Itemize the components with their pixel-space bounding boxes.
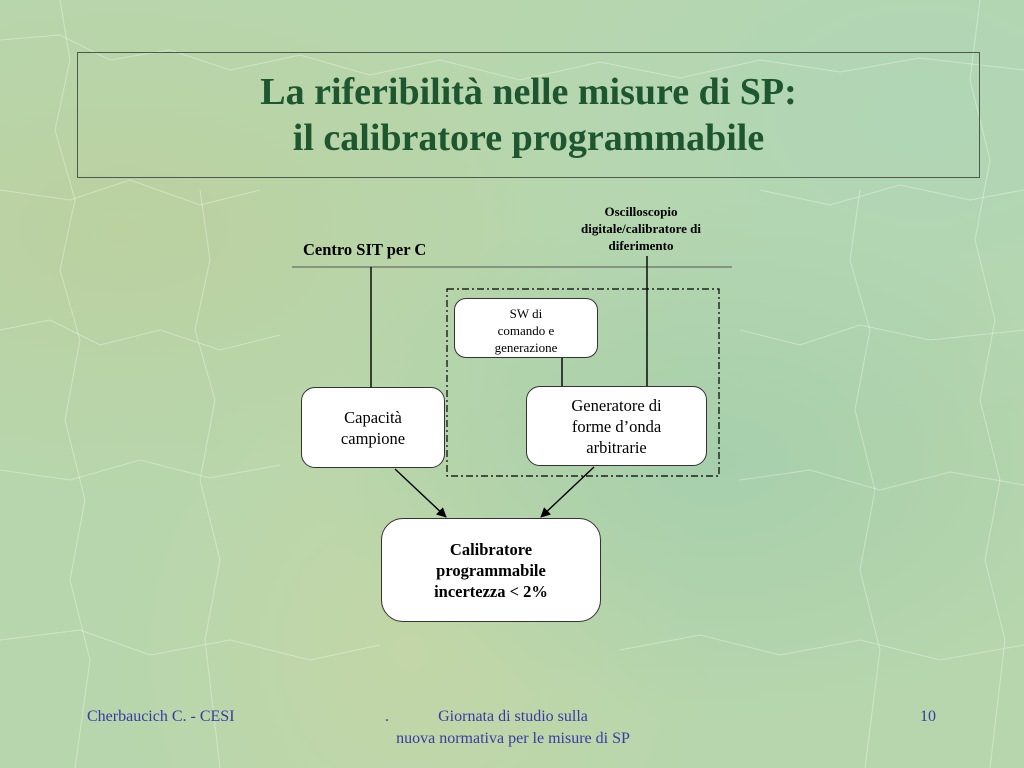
title-line-1: La riferibilità nelle misure di SP: bbox=[260, 71, 797, 113]
generatore-node-line: arbitrarie bbox=[586, 437, 647, 457]
calibratore-node-line: incertezza < 2% bbox=[434, 581, 548, 601]
oscilloscope-label-line: Oscilloscopio bbox=[604, 204, 678, 219]
sw-node bbox=[454, 298, 598, 358]
calibratore-node-line: programmabile bbox=[436, 560, 546, 580]
capacita-node-line: Capacità bbox=[344, 407, 402, 427]
capacita-to-calibratore-arrow bbox=[395, 469, 446, 517]
calibratore-node bbox=[381, 518, 601, 622]
footer-author: Cherbaucich C. - CESI bbox=[87, 708, 235, 725]
sw-node-line: SW di bbox=[509, 305, 543, 321]
generatore-node bbox=[526, 386, 707, 466]
sw-node-line: comando e bbox=[497, 322, 555, 338]
oscilloscope-label-line: digitale/calibratore di bbox=[581, 221, 701, 236]
generatore-node-line: forme d’onda bbox=[571, 416, 662, 436]
footer-event bbox=[340, 706, 686, 750]
sw-node-line: generazione bbox=[494, 339, 558, 355]
calibratore-node-line: Calibratore bbox=[449, 539, 533, 559]
footer-page-number: 10 bbox=[920, 708, 936, 725]
footer-event-line: nuova normativa per le misure di SP bbox=[396, 730, 630, 747]
capacita-node-line: campione bbox=[340, 428, 406, 448]
title-line-2: il calibratore programmabile bbox=[292, 117, 765, 159]
capacita-node bbox=[301, 387, 445, 468]
oscilloscope-label bbox=[548, 203, 734, 254]
generatore-node-line: Generatore di bbox=[571, 395, 662, 415]
generatore-to-calibratore-arrow bbox=[541, 467, 594, 517]
footer-dot: . bbox=[385, 708, 389, 725]
sit-center-label: Centro SIT per C bbox=[303, 240, 427, 259]
oscilloscope-label-line: diferimento bbox=[608, 238, 674, 253]
footer-event-line: Giornata di studio sulla bbox=[438, 708, 588, 725]
